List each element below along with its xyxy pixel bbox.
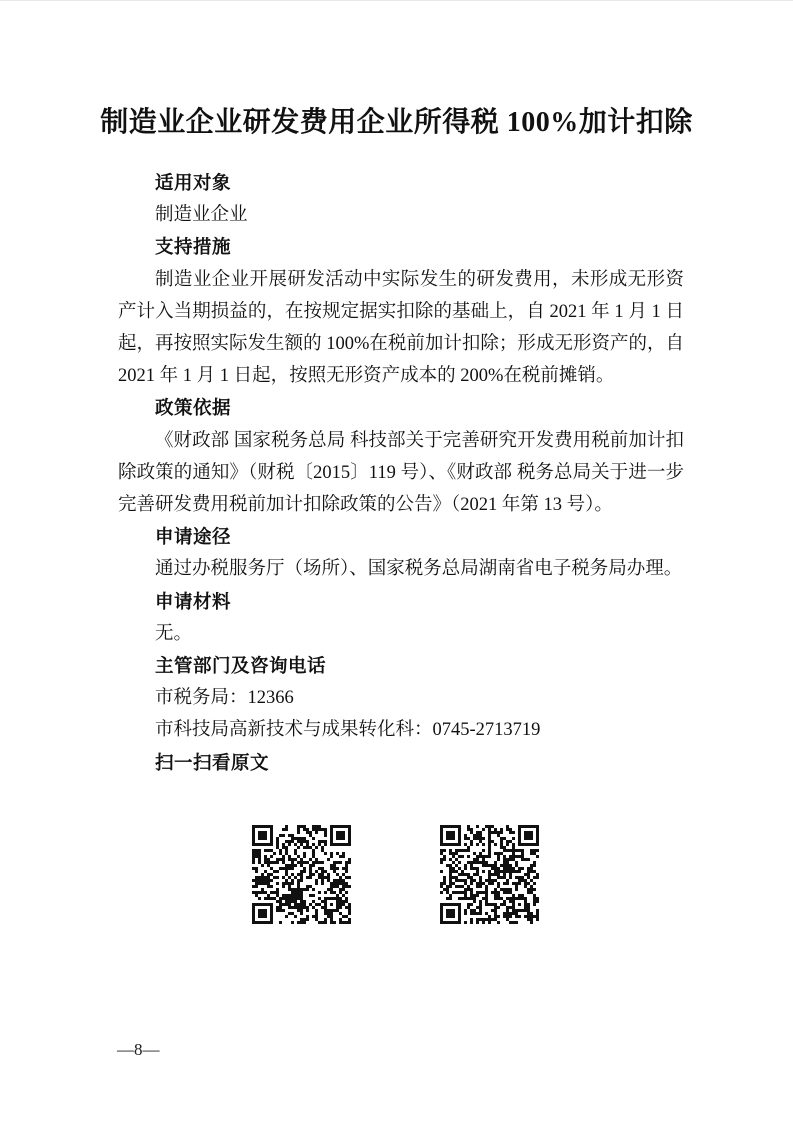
section-heading-measures: 支持措施 — [155, 236, 232, 258]
section-heading-scan-original: 扫一扫看原文 — [155, 751, 270, 773]
document-body — [118, 167, 684, 779]
document-title: 制造业企业研发费用企业所得税 100%加计扣除 — [100, 107, 693, 138]
qr-code-icon-right — [440, 825, 539, 924]
section-heading-audience: 适用对象 — [155, 172, 232, 193]
section-heading-contact: 主管部门及咨询电话 — [155, 655, 327, 677]
section-heading-application-channel: 申请途径 — [155, 526, 232, 548]
contact-line-science-bureau: 市科技局高新技术与成果转化科：0745-2713719 — [155, 720, 541, 741]
section-body-application-channel: 通过办税服务厅（场所）、国家税务总局湖南省电子税务局办理。 — [155, 559, 683, 580]
section-heading-application-materials: 申请材料 — [155, 590, 232, 612]
qr-code-icon-left — [252, 825, 351, 924]
section-body-policy-basis: 《财政部 国家税务总局 科技部关于完善研究开发费用税前加计扣除政策的通知》（财税〔2015〕119 号）、《财政部 税务总局关于进一步完善研发费用税前加计扣除政策的公告》（2021 年第 13 号）。 — [118, 430, 684, 516]
contact-line-tax-bureau: 市税务局：12366 — [155, 688, 294, 709]
section-heading-policy-basis: 政策依据 — [155, 397, 232, 419]
section-body-application-materials: 无。 — [155, 623, 193, 644]
section-body-audience: 制造业企业 — [155, 205, 248, 226]
section-body-measures: 制造业企业开展研发活动中实际发生的研发费用，未形成无形资产计入当期损益的，在按规定据实扣除的基础上，自 2021 年 1 月 1 日起，再按照实际发生额的 100%在税前加计扣除；形成无形资产的，自 2021 年 1 月 1 日起，按照无形资产成本的 200%在税前摊销。 — [118, 269, 684, 387]
page-number: —8— — [117, 1040, 160, 1059]
